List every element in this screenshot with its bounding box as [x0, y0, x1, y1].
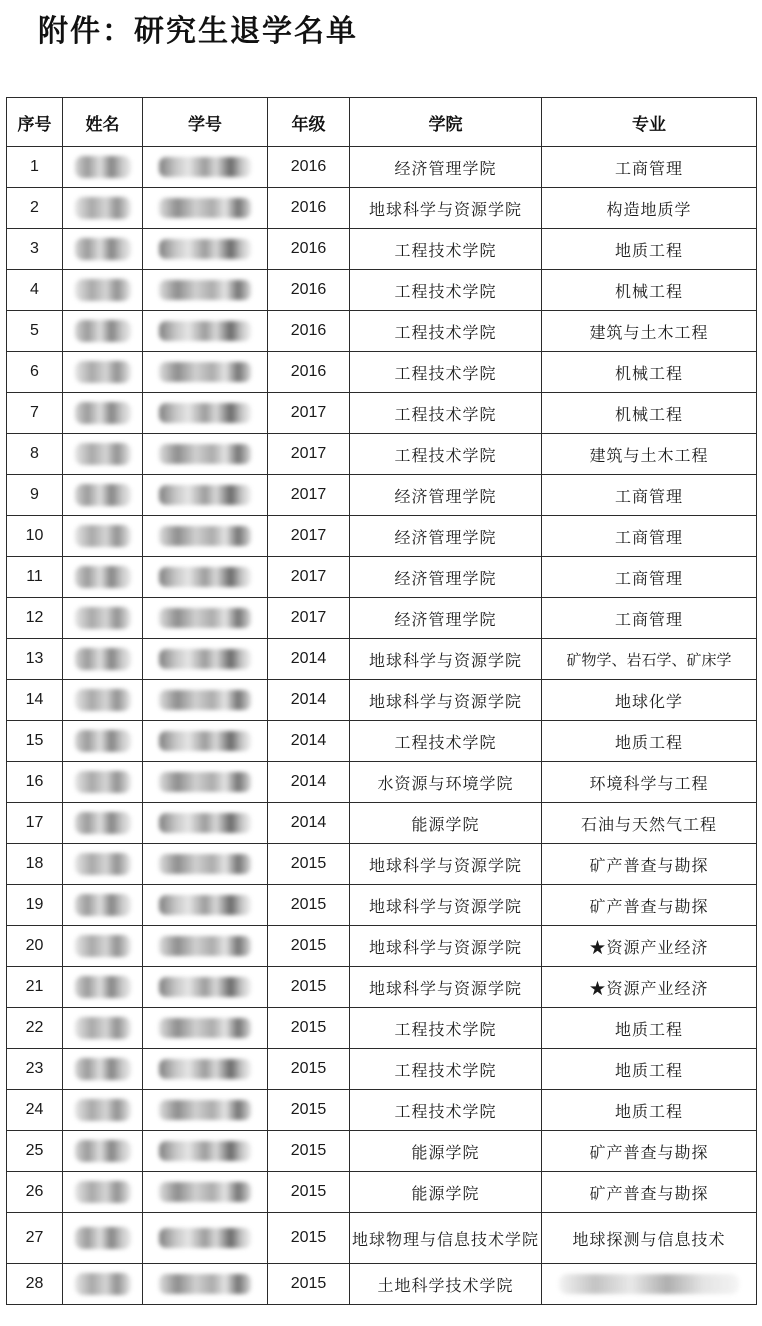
redacted-student-id	[159, 854, 251, 874]
cell-grade: 2014	[268, 639, 350, 680]
redacted-student-id	[159, 362, 251, 382]
cell-college: 能源学院	[350, 803, 542, 844]
cell-grade: 2016	[268, 311, 350, 352]
cell-seq: 4	[7, 270, 63, 311]
redacted-name	[75, 361, 131, 383]
cell-seq: 6	[7, 352, 63, 393]
cell-college: 经济管理学院	[350, 475, 542, 516]
cell-seq: 10	[7, 516, 63, 557]
redacted-student-id	[159, 321, 251, 341]
cell-grade: 2015	[268, 926, 350, 967]
cell-college: 工程技术学院	[350, 270, 542, 311]
table-row	[7, 311, 757, 352]
redacted-student-id	[159, 239, 251, 259]
redacted-student-id	[159, 280, 251, 300]
cell-college: 工程技术学院	[350, 229, 542, 270]
withdrawal-roster-table	[6, 97, 757, 1305]
cell-grade: 2016	[268, 229, 350, 270]
cell-student-id	[143, 844, 268, 885]
redacted-name	[75, 484, 131, 506]
cell-name	[63, 598, 143, 639]
cell-college: 经济管理学院	[350, 516, 542, 557]
cell-name	[63, 844, 143, 885]
cell-major: 地质工程	[542, 1008, 757, 1049]
cell-grade: 2016	[268, 352, 350, 393]
cell-grade: 2015	[268, 967, 350, 1008]
table-row	[7, 1131, 757, 1172]
cell-name	[63, 926, 143, 967]
table-row	[7, 803, 757, 844]
cell-student-id	[143, 1131, 268, 1172]
cell-major: 建筑与土木工程	[542, 311, 757, 352]
table-row	[7, 270, 757, 311]
cell-student-id	[143, 352, 268, 393]
table-row	[7, 762, 757, 803]
redacted-student-id	[159, 157, 251, 177]
cell-seq: 27	[7, 1213, 63, 1264]
cell-student-id	[143, 680, 268, 721]
cell-college: 地球物理与信息技术学院	[350, 1213, 542, 1264]
cell-seq: 21	[7, 967, 63, 1008]
cell-student-id	[143, 1264, 268, 1305]
cell-student-id	[143, 311, 268, 352]
cell-college: 地球科学与资源学院	[350, 926, 542, 967]
cell-grade: 2017	[268, 516, 350, 557]
cell-student-id	[143, 1172, 268, 1213]
redacted-name	[75, 607, 131, 629]
cell-college: 经济管理学院	[350, 557, 542, 598]
cell-grade: 2014	[268, 762, 350, 803]
cell-name	[63, 721, 143, 762]
cell-college: 能源学院	[350, 1131, 542, 1172]
cell-seq: 11	[7, 557, 63, 598]
cell-grade: 2015	[268, 1172, 350, 1213]
redacted-student-id	[159, 1059, 251, 1079]
cell-name	[63, 1090, 143, 1131]
cell-seq: 18	[7, 844, 63, 885]
cell-student-id	[143, 229, 268, 270]
redacted-student-id	[159, 936, 251, 956]
cell-student-id	[143, 967, 268, 1008]
table-row	[7, 516, 757, 557]
redacted-student-id	[159, 444, 251, 464]
redacted-student-id	[159, 403, 251, 423]
redacted-student-id	[159, 731, 251, 751]
redacted-name	[75, 894, 131, 916]
cell-name	[63, 434, 143, 475]
table-row	[7, 352, 757, 393]
cell-grade: 2016	[268, 188, 350, 229]
redacted-student-id	[159, 608, 251, 628]
cell-grade: 2015	[268, 1264, 350, 1305]
redacted-name	[75, 525, 131, 547]
redacted-student-id	[159, 198, 251, 218]
cell-student-id	[143, 1008, 268, 1049]
cell-name	[63, 188, 143, 229]
cell-grade: 2015	[268, 1213, 350, 1264]
redacted-name	[75, 1227, 131, 1249]
table-row	[7, 967, 757, 1008]
cell-seq: 25	[7, 1131, 63, 1172]
header-seq: 序号	[7, 98, 63, 147]
redacted-student-id	[159, 567, 251, 587]
cell-college: 工程技术学院	[350, 311, 542, 352]
header-grade: 年级	[268, 98, 350, 147]
cell-name	[63, 352, 143, 393]
cell-major: 矿产普查与勘探	[542, 885, 757, 926]
table-row	[7, 393, 757, 434]
redacted-name	[75, 648, 131, 670]
redacted-student-id	[159, 772, 251, 792]
cell-college: 地球科学与资源学院	[350, 885, 542, 926]
table-row	[7, 434, 757, 475]
cell-college: 工程技术学院	[350, 1008, 542, 1049]
redacted-name	[75, 1017, 131, 1039]
cell-seq: 2	[7, 188, 63, 229]
cell-seq: 23	[7, 1049, 63, 1090]
cell-grade: 2014	[268, 803, 350, 844]
cell-seq: 15	[7, 721, 63, 762]
cell-major: 矿产普查与勘探	[542, 844, 757, 885]
cell-name	[63, 557, 143, 598]
cell-college: 能源学院	[350, 1172, 542, 1213]
redacted-name	[75, 1273, 131, 1295]
redacted-student-id	[159, 649, 251, 669]
redacted-student-id	[159, 813, 251, 833]
cell-major: 地质工程	[542, 1049, 757, 1090]
table-row	[7, 1049, 757, 1090]
cell-grade: 2015	[268, 1049, 350, 1090]
cell-grade: 2017	[268, 598, 350, 639]
redacted-name	[75, 976, 131, 998]
cell-student-id	[143, 270, 268, 311]
table-row	[7, 598, 757, 639]
redacted-name	[75, 320, 131, 342]
cell-seq: 26	[7, 1172, 63, 1213]
cell-major: 工商管理	[542, 598, 757, 639]
cell-grade: 2015	[268, 1008, 350, 1049]
redacted-student-id	[159, 1182, 251, 1202]
table-row	[7, 885, 757, 926]
cell-major: 矿产普查与勘探	[542, 1131, 757, 1172]
table-row	[7, 1090, 757, 1131]
cell-seq: 5	[7, 311, 63, 352]
redacted-name	[75, 566, 131, 588]
cell-grade: 2017	[268, 557, 350, 598]
redacted-student-id	[159, 1141, 251, 1161]
cell-name	[63, 311, 143, 352]
redacted-name	[75, 1181, 131, 1203]
cell-name	[63, 270, 143, 311]
cell-seq: 8	[7, 434, 63, 475]
cell-name	[63, 516, 143, 557]
table-row	[7, 1213, 757, 1264]
table-row	[7, 1172, 757, 1213]
cell-grade: 2017	[268, 475, 350, 516]
cell-college: 经济管理学院	[350, 147, 542, 188]
cell-name	[63, 803, 143, 844]
cell-major: 地质工程	[542, 229, 757, 270]
cell-name	[63, 1008, 143, 1049]
redacted-name	[75, 156, 131, 178]
cell-student-id	[143, 762, 268, 803]
cell-grade: 2015	[268, 1090, 350, 1131]
table-row	[7, 680, 757, 721]
cell-major: 工商管理	[542, 475, 757, 516]
table-row	[7, 1264, 757, 1305]
cell-student-id	[143, 639, 268, 680]
cell-major: ★资源产业经济	[542, 967, 757, 1008]
cell-college: 地球科学与资源学院	[350, 680, 542, 721]
cell-name	[63, 762, 143, 803]
cell-grade: 2015	[268, 885, 350, 926]
redacted-name	[75, 1099, 131, 1121]
redacted-name	[75, 197, 131, 219]
table-row	[7, 844, 757, 885]
cell-seq: 22	[7, 1008, 63, 1049]
cell-name	[63, 639, 143, 680]
cell-major: 地球化学	[542, 680, 757, 721]
cell-major: 机械工程	[542, 393, 757, 434]
cell-seq: 7	[7, 393, 63, 434]
cell-major: 地质工程	[542, 721, 757, 762]
cell-grade: 2014	[268, 680, 350, 721]
cell-student-id	[143, 1090, 268, 1131]
cell-seq: 3	[7, 229, 63, 270]
table-row	[7, 475, 757, 516]
cell-seq: 19	[7, 885, 63, 926]
redacted-name	[75, 771, 131, 793]
cell-college: 地球科学与资源学院	[350, 967, 542, 1008]
table-row	[7, 721, 757, 762]
document-title: 附件：研究生退学名单	[38, 14, 358, 49]
redacted-name	[75, 402, 131, 424]
table-row	[7, 926, 757, 967]
cell-college: 工程技术学院	[350, 721, 542, 762]
cell-student-id	[143, 926, 268, 967]
table-row	[7, 147, 757, 188]
redacted-name	[75, 730, 131, 752]
redacted-student-id	[159, 1274, 251, 1294]
cell-major: ★资源产业经济	[542, 926, 757, 967]
cell-college: 水资源与环境学院	[350, 762, 542, 803]
cell-major: 地质工程	[542, 1090, 757, 1131]
cell-grade: 2015	[268, 844, 350, 885]
cell-major: 工商管理	[542, 516, 757, 557]
cell-student-id	[143, 1213, 268, 1264]
redacted-name	[75, 853, 131, 875]
cell-student-id	[143, 803, 268, 844]
redacted-name	[75, 443, 131, 465]
cell-name	[63, 1049, 143, 1090]
cell-seq: 13	[7, 639, 63, 680]
cell-seq: 16	[7, 762, 63, 803]
cell-grade: 2017	[268, 393, 350, 434]
cell-grade: 2017	[268, 434, 350, 475]
cell-student-id	[143, 598, 268, 639]
cell-name	[63, 475, 143, 516]
cell-student-id	[143, 393, 268, 434]
cell-student-id	[143, 188, 268, 229]
header-name: 姓名	[63, 98, 143, 147]
cell-student-id	[143, 434, 268, 475]
cell-major: 矿产普查与勘探	[542, 1172, 757, 1213]
table-header	[7, 98, 757, 147]
redacted-major	[559, 1274, 739, 1294]
cell-name	[63, 229, 143, 270]
cell-student-id	[143, 721, 268, 762]
redacted-name	[75, 279, 131, 301]
cell-grade: 2014	[268, 721, 350, 762]
cell-name	[63, 147, 143, 188]
table-row	[7, 1008, 757, 1049]
table-row	[7, 229, 757, 270]
cell-seq: 1	[7, 147, 63, 188]
cell-grade: 2015	[268, 1131, 350, 1172]
cell-seq: 9	[7, 475, 63, 516]
cell-grade: 2016	[268, 147, 350, 188]
redacted-name	[75, 1058, 131, 1080]
redacted-name	[75, 689, 131, 711]
redacted-student-id	[159, 895, 251, 915]
cell-major: 工商管理	[542, 557, 757, 598]
table-row	[7, 639, 757, 680]
header-major: 专业	[542, 98, 757, 147]
cell-seq: 20	[7, 926, 63, 967]
cell-college: 经济管理学院	[350, 598, 542, 639]
redacted-student-id	[159, 485, 251, 505]
cell-college: 工程技术学院	[350, 352, 542, 393]
cell-major: 机械工程	[542, 352, 757, 393]
redacted-student-id	[159, 690, 251, 710]
redacted-student-id	[159, 1228, 251, 1248]
cell-name	[63, 1172, 143, 1213]
redacted-student-id	[159, 1100, 251, 1120]
redacted-name	[75, 1140, 131, 1162]
table-body	[7, 147, 757, 1305]
cell-seq: 28	[7, 1264, 63, 1305]
cell-major: 建筑与土木工程	[542, 434, 757, 475]
cell-major	[542, 1264, 757, 1305]
header-row	[7, 98, 757, 147]
cell-seq: 12	[7, 598, 63, 639]
cell-name	[63, 393, 143, 434]
cell-name	[63, 1213, 143, 1264]
cell-name	[63, 885, 143, 926]
redacted-student-id	[159, 977, 251, 997]
table-row	[7, 188, 757, 229]
cell-major: 构造地质学	[542, 188, 757, 229]
cell-student-id	[143, 147, 268, 188]
cell-seq: 14	[7, 680, 63, 721]
cell-name	[63, 1264, 143, 1305]
cell-major: 石油与天然气工程	[542, 803, 757, 844]
cell-major: 环境科学与工程	[542, 762, 757, 803]
cell-student-id	[143, 885, 268, 926]
cell-seq: 17	[7, 803, 63, 844]
cell-college: 土地科学技术学院	[350, 1264, 542, 1305]
cell-major: 工商管理	[542, 147, 757, 188]
redacted-student-id	[159, 1018, 251, 1038]
cell-seq: 24	[7, 1090, 63, 1131]
cell-student-id	[143, 516, 268, 557]
cell-college: 工程技术学院	[350, 1090, 542, 1131]
table-row	[7, 557, 757, 598]
cell-college: 地球科学与资源学院	[350, 844, 542, 885]
cell-college: 地球科学与资源学院	[350, 188, 542, 229]
cell-college: 地球科学与资源学院	[350, 639, 542, 680]
cell-college: 工程技术学院	[350, 393, 542, 434]
cell-name	[63, 1131, 143, 1172]
cell-student-id	[143, 1049, 268, 1090]
cell-college: 工程技术学院	[350, 1049, 542, 1090]
header-college: 学院	[350, 98, 542, 147]
cell-grade: 2016	[268, 270, 350, 311]
redacted-name	[75, 812, 131, 834]
header-student-id: 学号	[143, 98, 268, 147]
cell-name	[63, 967, 143, 1008]
cell-major: 矿物学、岩石学、矿床学	[542, 639, 757, 680]
cell-major: 机械工程	[542, 270, 757, 311]
cell-student-id	[143, 475, 268, 516]
cell-college: 工程技术学院	[350, 434, 542, 475]
cell-name	[63, 680, 143, 721]
cell-major: 地球探测与信息技术	[542, 1213, 757, 1264]
redacted-student-id	[159, 526, 251, 546]
redacted-name	[75, 935, 131, 957]
cell-student-id	[143, 557, 268, 598]
redacted-name	[75, 238, 131, 260]
